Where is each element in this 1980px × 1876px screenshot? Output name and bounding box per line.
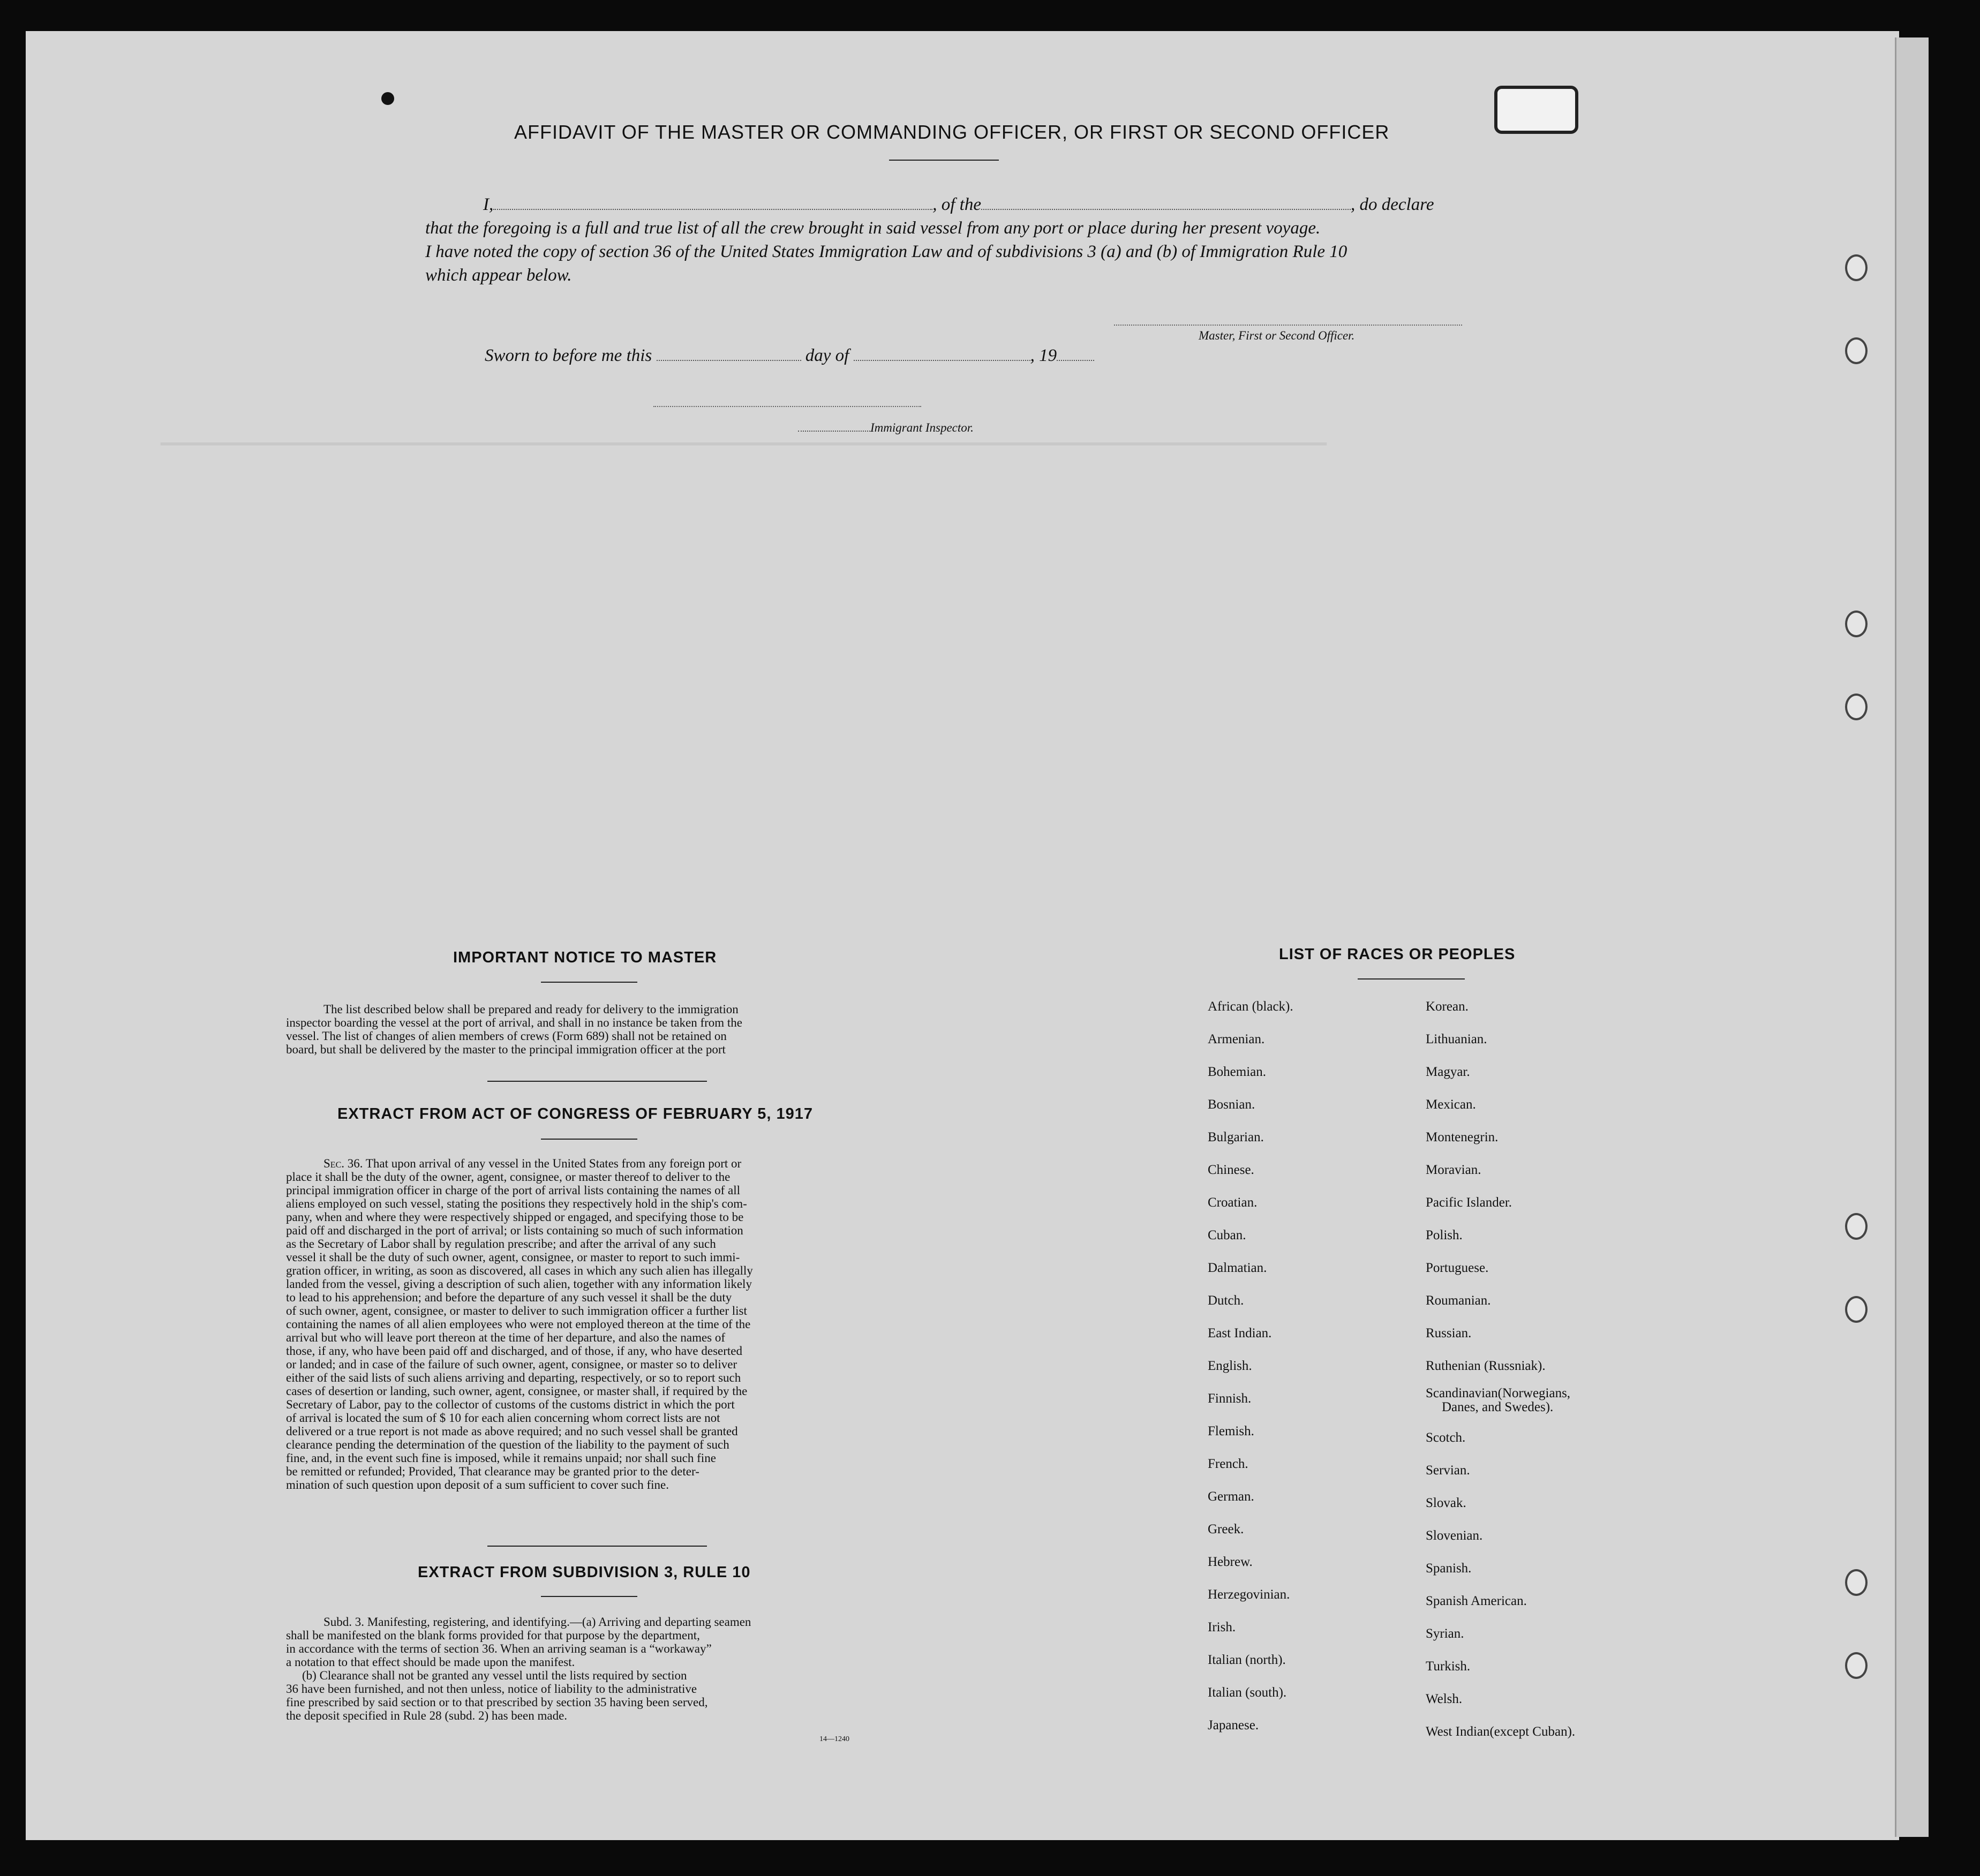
section-divider — [487, 1081, 707, 1082]
rule-line: fine prescribed by said section or to that prescribed by section 35 having been served, — [286, 1696, 708, 1709]
day-blank — [657, 356, 801, 361]
race-item: Flemish. — [1208, 1424, 1254, 1438]
race-item: Servian. — [1426, 1463, 1470, 1478]
race-item: Italian (north). — [1208, 1653, 1286, 1667]
act-line: gration officer, in writing, as soon as discovered, all cases in which any such alien has illegally — [286, 1264, 753, 1277]
form-number: 14—1240 — [819, 1735, 849, 1743]
rule-heading: EXTRACT FROM SUBDIVISION 3, RULE 10 — [418, 1564, 751, 1581]
race-item: Hebrew. — [1208, 1555, 1253, 1569]
act-line: mination of such question upon deposit of a sum sufficient to cover such fine. — [286, 1478, 669, 1491]
act-line: of arrival is located the sum of $ 10 for each alien concerning whom correct lists are not — [286, 1411, 720, 1425]
inspector-signature-line — [653, 406, 921, 407]
act-line: clearance pending the determination of the question of the liability to the payment of such — [286, 1438, 729, 1451]
race-item: Polish. — [1426, 1228, 1463, 1242]
punch-hole — [381, 92, 394, 105]
name-blank — [493, 205, 932, 210]
race-item: Bulgarian. — [1208, 1130, 1264, 1144]
binder-ring-icon — [1845, 337, 1868, 364]
act-line — [286, 1157, 913, 1170]
race-item: Cuban. — [1208, 1228, 1246, 1242]
act-line: Secretary of Labor, pay to the collector of customs of the customs district in which the port — [286, 1398, 735, 1411]
rule-line: shall be manifested on the blank forms provided for that purpose by the department, — [286, 1629, 700, 1642]
binder-ring-icon — [1845, 254, 1868, 281]
race-item: Dutch. — [1208, 1293, 1244, 1308]
month-blank — [854, 356, 1030, 361]
race-item: Greek. — [1208, 1522, 1244, 1536]
year-label: , 19 — [1030, 346, 1057, 365]
race-item: French. — [1208, 1457, 1248, 1471]
rule-line: (b) Clearance shall not be granted any vessel until the lists required by section — [302, 1669, 687, 1682]
act-line: be remitted or refunded; Provided, That clearance may be granted prior to the deter- — [286, 1465, 699, 1478]
act-line: paid off and discharged in the port of arrival; or lists containing so much of such information — [286, 1224, 743, 1237]
binder-ring-icon — [1845, 1213, 1868, 1240]
do-declare-label: , do declare — [1350, 195, 1434, 214]
act-rule — [541, 1139, 637, 1140]
race-item: Armenian. — [1208, 1032, 1265, 1046]
binder-ring-icon — [1845, 611, 1868, 637]
vessel-blank — [981, 205, 1351, 210]
act-heading: EXTRACT FROM ACT OF CONGRESS OF FEBRUARY 5, 1917 — [337, 1105, 814, 1122]
race-item: Spanish. — [1426, 1561, 1472, 1576]
act-line: aliens employed on such vessel, stating the positions they respectively hold in the ship's com- — [286, 1197, 747, 1210]
race-item: Moravian. — [1426, 1163, 1481, 1177]
rule-paragraph — [286, 1615, 913, 1722]
act-line: arrival but who will leave port thereon at the time of her departure, and also the names of — [286, 1331, 726, 1344]
notice-line: vessel. The list of changes of alien members of crews (Form 689) shall not be retained on — [286, 1029, 727, 1043]
page-edge-strip — [1895, 37, 1929, 1837]
race-item: Chinese. — [1208, 1163, 1254, 1177]
race-item: Scandinavian(Norwegians, — [1426, 1386, 1571, 1400]
act-line: pany, when and where they were respectively shipped or engaged, and specifying those to be — [286, 1210, 744, 1224]
race-item: Montenegrin. — [1426, 1130, 1499, 1144]
rule-line: in accordance with the terms of section 36. When an arriving seaman is a “workaway” — [286, 1642, 712, 1655]
race-item: Syrian. — [1426, 1626, 1464, 1641]
race-item: Bohemian. — [1208, 1065, 1267, 1079]
race-item: Pacific Islander. — [1426, 1195, 1512, 1210]
paper-clip-mark — [1494, 86, 1578, 134]
rule-line: the deposit specified in Rule 28 (subd. 2) has been made. — [286, 1709, 568, 1722]
notice-paragraph — [286, 1003, 913, 1056]
act-line: delivered or a true report is not made as above required; and no such vessel shall be granted — [286, 1425, 738, 1438]
i-label: I, — [483, 195, 494, 214]
binder-ring-icon — [1845, 1569, 1868, 1596]
affidavit-line-4: which appear below. — [425, 266, 572, 285]
notice-line: The list described below shall be prepared and ready for delivery to the immigration — [323, 1003, 739, 1016]
affidavit-line-3: I have noted the copy of section 36 of the United States Immigration Law and of subdivisions 3 (a) and (b) of Immigration Rule 10 — [425, 242, 1347, 261]
race-item: Bosnian. — [1208, 1097, 1255, 1112]
race-item: Turkish. — [1426, 1659, 1471, 1674]
notice-rule — [541, 982, 637, 983]
act-line: landed from the vessel, giving a description of such alien, together with any information likely — [286, 1277, 752, 1291]
inspector-blank — [798, 426, 870, 432]
race-item: Magyar. — [1426, 1065, 1470, 1079]
document-page — [26, 31, 1899, 1840]
notice-line: inspector boarding the vessel at the port of arrival, and shall in no instance be taken from the — [286, 1016, 743, 1029]
act-line: fine, and, in the event such fine is imposed, while it remains unpaid; nor shall such fine — [286, 1451, 716, 1465]
race-item: Roumanian. — [1426, 1293, 1491, 1308]
race-item: English. — [1208, 1359, 1252, 1373]
inspector-caption — [798, 421, 974, 435]
act-line: as the Secretary of Labor shall by regulation prescribe; and after the arrival of any such — [286, 1237, 716, 1250]
sec-label: Sec. 36. — [323, 1157, 363, 1170]
affidavit-title: AFFIDAVIT OF THE MASTER OR COMMANDING OFFICER, OR FIRST OR SECOND OFFICER — [514, 121, 1390, 143]
act-line: principal immigration officer in charge of the port of arrival lists containing the names of all — [286, 1184, 740, 1197]
race-item: Ruthenian (Russniak). — [1426, 1359, 1546, 1373]
notice-heading: IMPORTANT NOTICE TO MASTER — [453, 949, 717, 966]
race-item: African (black). — [1208, 999, 1293, 1014]
races-rule — [1358, 978, 1465, 980]
race-item: Russian. — [1426, 1326, 1472, 1340]
race-item: Mexican. — [1426, 1097, 1476, 1112]
master-signature-line — [1114, 325, 1462, 326]
race-item: Portuguese. — [1426, 1261, 1489, 1275]
binder-ring-icon — [1845, 1652, 1868, 1679]
race-item: Irish. — [1208, 1620, 1236, 1634]
act-line: either of the said lists of such aliens arriving and departing, respectively, or so to report such — [286, 1371, 741, 1384]
affidavit-line-1 — [483, 195, 1434, 215]
section-divider — [487, 1546, 707, 1547]
sworn-label: Sworn to before me this — [485, 346, 652, 365]
race-item: Slovenian. — [1426, 1528, 1483, 1543]
notice-line: board, but shall be delivered by the master to the principal immigration officer at the port — [286, 1043, 726, 1056]
act-line: containing the names of all alien employees who were not employed thereon at the time of the — [286, 1317, 751, 1331]
year-blank — [1057, 356, 1094, 361]
race-item: East Indian. — [1208, 1326, 1272, 1340]
binder-ring-icon — [1845, 694, 1868, 720]
act-line: those, if any, who have been paid off and discharged, and of those, if any, who have deserted — [286, 1344, 743, 1358]
act-line: place it shall be the duty of the owner, agent, consignee, or master thereof to deliver to the — [286, 1170, 731, 1184]
title-rule — [889, 160, 999, 161]
act-line: to lead to his apprehension; and before the departure of any such vessel it shall be the duty — [286, 1291, 732, 1304]
of-the-label: , of the — [932, 195, 981, 214]
rule-line: a notation to that effect should be made upon the manifest. — [286, 1655, 575, 1669]
act-line: vessel it shall be the duty of such owner, agent, consignee, or master to report to such immi- — [286, 1250, 740, 1264]
binder-ring-icon — [1845, 1296, 1868, 1323]
race-item: Slovak. — [1426, 1496, 1466, 1510]
rule-line: 36 have been furnished, and not then unless, notice of liability to the administrative — [286, 1682, 697, 1696]
act-paragraph — [286, 1157, 913, 1491]
day-of-label: day of — [805, 346, 849, 365]
rule-line: Subd. 3. Manifesting, registering, and identifying.—(a) Arriving and departing seamen — [323, 1615, 751, 1629]
sworn-line — [485, 346, 1094, 366]
master-caption: Master, First or Second Officer. — [1199, 329, 1355, 342]
act-line-text: That upon arrival of any vessel in the United States from any foreign port or — [365, 1157, 742, 1170]
races-heading: LIST OF RACES OR PEOPLES — [1279, 946, 1516, 963]
race-item: Croatian. — [1208, 1195, 1258, 1210]
race-item: Finnish. — [1208, 1391, 1252, 1406]
race-item: German. — [1208, 1489, 1254, 1504]
race-item: Welsh. — [1426, 1692, 1463, 1706]
race-item: Lithuanian. — [1426, 1032, 1487, 1046]
bleed-through-text: ━━━━━━━━━━━━━━━━━━━━━━━━━━━━━━━━━━━━━━━━━━━━━━━━━━━━━━━━━━━━━━━━━━━━━━━━━━━━━━━━━━━━━━━━━━━━━━━━━━━━━━━━━━━━━━━━━ — [161, 435, 1327, 455]
race-item: Japanese. — [1208, 1718, 1259, 1732]
race-item: Scotch. — [1426, 1430, 1466, 1445]
act-line: or landed; and in case of the failure of such owner, agent, consignee, or master so to deliver — [286, 1358, 737, 1371]
race-item-continuation: Danes, and Swedes). — [1442, 1400, 1554, 1414]
race-item: Spanish American. — [1426, 1594, 1527, 1608]
act-line: cases of desertion or landing, such owner, agent, consignee, or master shall, if required by the — [286, 1384, 748, 1398]
act-line: of such owner, agent, consignee, or master to deliver to such immigration officer a further list — [286, 1304, 747, 1317]
inspector-caption-text: Immigrant Inspector. — [870, 421, 974, 434]
race-item: Italian (south). — [1208, 1685, 1287, 1700]
race-item: West Indian(except Cuban). — [1426, 1724, 1576, 1739]
race-item: Dalmatian. — [1208, 1261, 1267, 1275]
race-item: Herzegovinian. — [1208, 1587, 1290, 1602]
race-item: Korean. — [1426, 999, 1469, 1014]
rule-rule — [541, 1596, 637, 1597]
affidavit-line-2: that the foregoing is a full and true list of all the crew brought in said vessel from any port or place during her present voyage. — [425, 219, 1321, 238]
